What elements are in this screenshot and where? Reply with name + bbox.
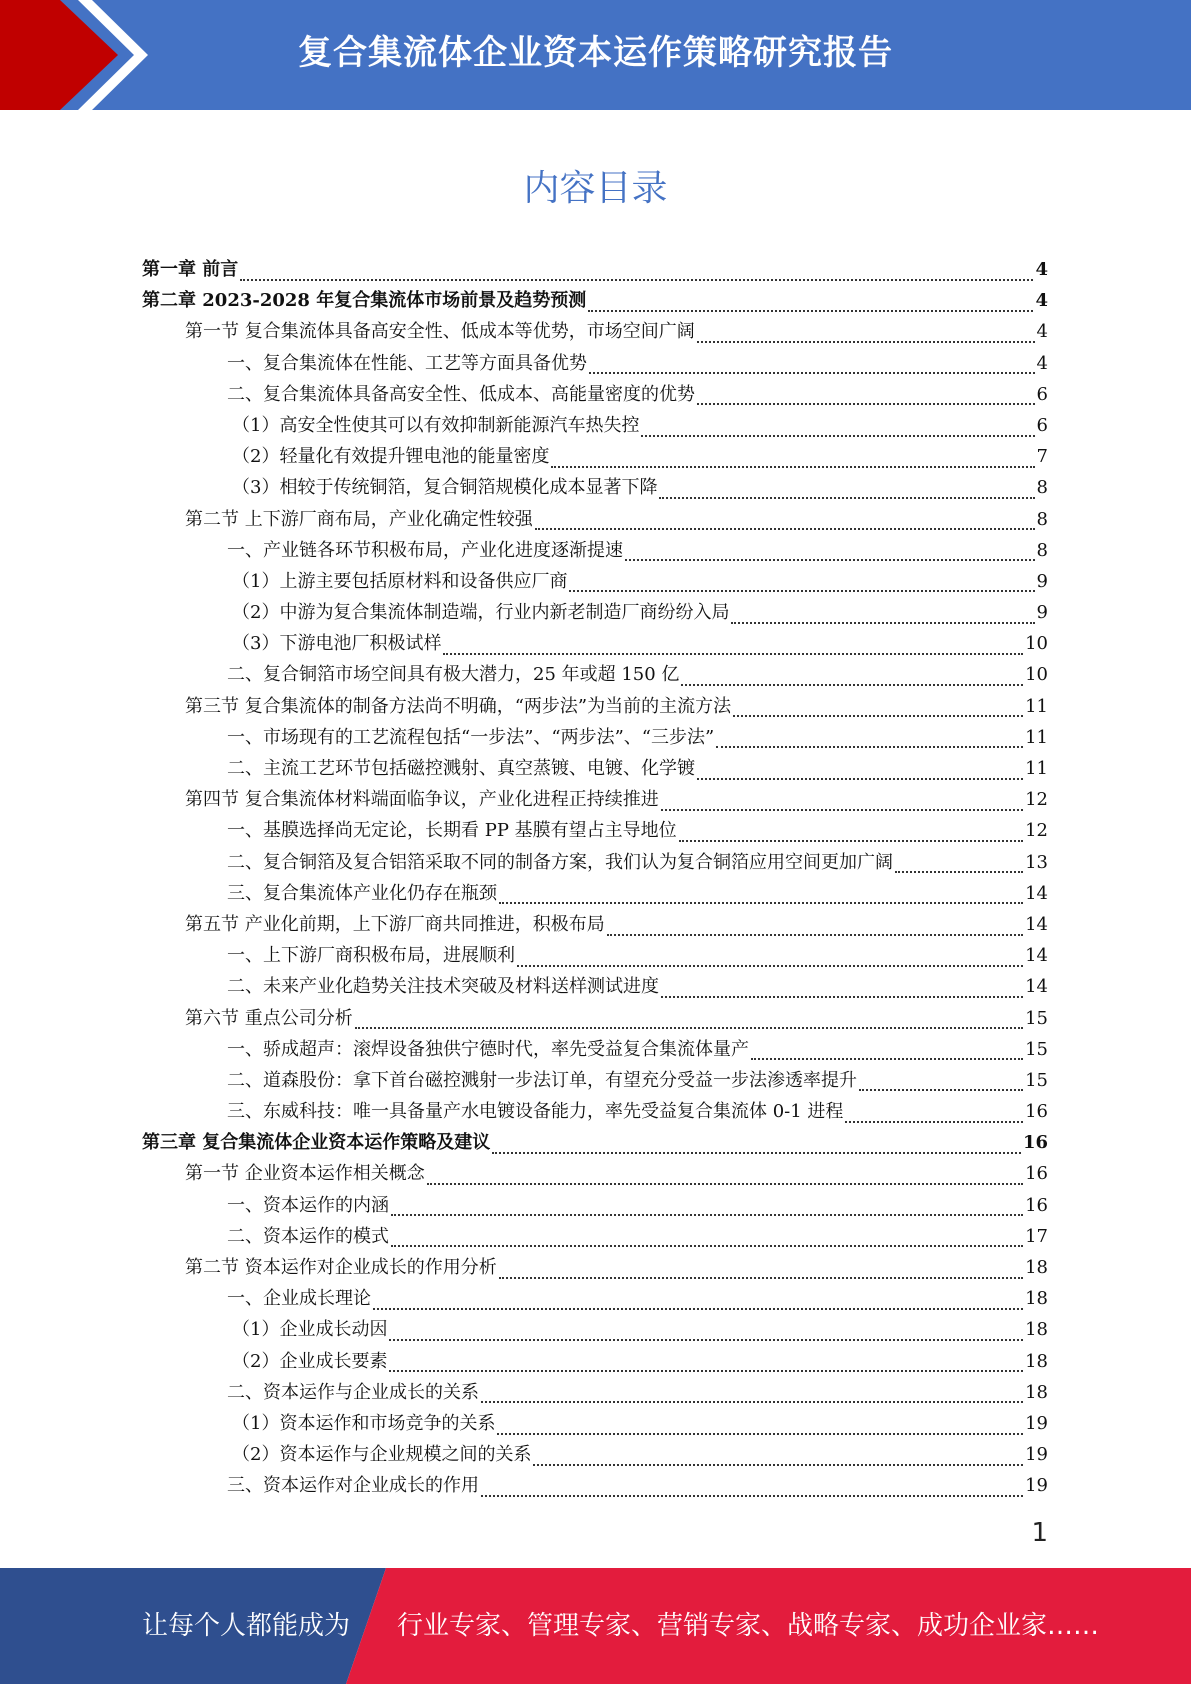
toc-dot-leader (679, 826, 1023, 842)
toc-entry-title: 第三节 复合集流体的制备方法尚不明确，“两步法”为当前的主流方法 (185, 695, 732, 717)
toc-entry-page: 12 (1025, 789, 1048, 811)
toc-entry-page: 16 (1025, 1194, 1048, 1216)
toc-entry-page: 14 (1025, 882, 1048, 904)
toc-dot-leader (895, 857, 1023, 873)
toc-entry-title: 第三章 复合集流体企业资本运作策略及建议 (142, 1132, 491, 1154)
toc-dot-leader (551, 452, 1034, 468)
toc-entry[interactable] (142, 1408, 1048, 1439)
toc-entry-page: 16 (1022, 1132, 1048, 1154)
toc-entry-page: 16 (1025, 1163, 1048, 1185)
document-title: 复合集流体企业资本运作策略研究报告 (298, 33, 893, 73)
toc-heading: 内容目录 (523, 168, 668, 209)
toc-dot-leader (499, 1263, 1023, 1279)
toc-dot-leader (681, 670, 1023, 686)
toc-entry[interactable] (142, 348, 1048, 379)
toc-entry[interactable] (142, 379, 1048, 410)
toc-entry-title: （2）企业成长要素 (232, 1350, 388, 1372)
toc-entry-title: 一、基膜选择尚无定论，长期看 PP 基膜有望占主导地位 (227, 820, 677, 842)
toc-dot-leader (427, 1169, 1023, 1185)
toc-entry[interactable] (142, 659, 1048, 690)
toc-entry-page: 9 (1036, 602, 1048, 624)
toc-entry[interactable] (142, 753, 1048, 784)
toc-entry-page: 11 (1025, 758, 1048, 779)
toc-entry[interactable] (142, 1034, 1048, 1065)
toc-entry-title: （3）相较于传统铜箔，复合铜箔规模化成本显著下降 (232, 477, 658, 499)
toc-entry-title: （1）高安全性使其可以有效抑制新能源汽车热失控 (232, 414, 640, 436)
toc-entry-title: 二、主流工艺环节包括磁控溅射、真空蒸镀、电镀、化学镀 (227, 758, 695, 779)
toc-entry[interactable] (142, 316, 1048, 347)
toc-dot-leader (659, 483, 1034, 499)
toc-dot-leader (733, 701, 1023, 717)
toc-entry[interactable] (142, 597, 1048, 628)
toc-entry-page: 15 (1025, 1069, 1048, 1091)
toc-entry-page: 9 (1036, 570, 1048, 592)
toc-entry[interactable] (142, 504, 1048, 535)
toc-dot-leader (625, 545, 1035, 561)
toc-entry-page: 16 (1025, 1101, 1048, 1123)
toc-entry[interactable] (142, 1377, 1048, 1408)
toc-entry[interactable] (142, 628, 1048, 659)
toc-entry-page: 8 (1036, 477, 1048, 499)
toc-entry[interactable] (142, 722, 1048, 753)
toc-entry[interactable] (142, 535, 1048, 566)
toc-entry-page: 6 (1036, 383, 1048, 405)
table-of-contents (142, 254, 1048, 1502)
toc-entry-title: 第一章 前言 (142, 259, 239, 280)
toc-entry-page: 18 (1025, 1288, 1048, 1310)
toc-entry-title: 一、上下游厂商积极布局，进展顺利 (227, 945, 515, 967)
toc-entry-title: 一、复合集流体在性能、工艺等方面具备优势 (227, 352, 587, 374)
toc-dot-leader (373, 1294, 1023, 1310)
toc-dot-leader (355, 1013, 1023, 1029)
toc-dot-leader (731, 608, 1034, 624)
toc-entry-title: 一、骄成超声：滚焊设备独供宁德时代，率先受益复合集流体量产 (227, 1038, 749, 1060)
toc-entry-page: 6 (1036, 414, 1048, 436)
toc-entry-title: 第一节 企业资本运作相关概念 (185, 1163, 425, 1185)
toc-entry[interactable] (142, 410, 1048, 441)
toc-entry-title: （3）下游电池厂积极试样 (232, 633, 442, 655)
toc-entry-title: 第一节 复合集流体具备高安全性、低成本等优势，市场空间广阔 (185, 321, 695, 343)
toc-entry-title: （1）资本运作和市场竞争的关系 (232, 1412, 496, 1434)
toc-dot-leader (588, 296, 1033, 312)
toc-entry-title: 二、道森股份：拿下首台磁控溅射一步法订单，有望充分受益一步法渗透率提升 (227, 1069, 857, 1091)
footer-slogan: 让每个人都能成为 (142, 1611, 351, 1641)
toc-entry-title: 一、企业成长理论 (227, 1288, 371, 1310)
toc-entry-page: 17 (1025, 1225, 1048, 1247)
toc-entry-page: 14 (1025, 913, 1048, 935)
toc-entry-page: 19 (1025, 1475, 1048, 1497)
toc-entry-page: 4 (1035, 259, 1048, 280)
toc-dot-leader (697, 327, 1035, 343)
toc-dot-leader (661, 982, 1023, 998)
toc-dot-leader (391, 1231, 1023, 1247)
toc-entry-title: 第五节 产业化前期，上下游厂商共同推进，积极布局 (185, 913, 605, 935)
toc-entry-page: 18 (1025, 1381, 1048, 1403)
toc-entry-title: 第六节 重点公司分析 (185, 1007, 353, 1029)
toc-entry[interactable] (142, 1065, 1048, 1096)
toc-dot-leader (481, 1387, 1023, 1403)
toc-entry-page: 19 (1025, 1444, 1048, 1466)
toc-entry-page: 4 (1036, 352, 1048, 374)
toc-entry[interactable] (142, 1439, 1048, 1470)
toc-entry-title: 二、资本运作的模式 (227, 1225, 389, 1247)
toc-dot-leader (607, 920, 1023, 936)
toc-entry-title: 一、资本运作的内涵 (227, 1194, 389, 1216)
toc-dot-leader (492, 1138, 1021, 1154)
toc-dot-leader (589, 358, 1035, 374)
toc-entry[interactable] (142, 878, 1048, 909)
toc-entry-page: 10 (1025, 633, 1048, 655)
toc-dot-leader (240, 265, 1033, 281)
toc-entry-page: 10 (1025, 664, 1048, 686)
toc-entry[interactable] (142, 1346, 1048, 1377)
toc-entry-page: 14 (1025, 976, 1048, 998)
toc-dot-leader (697, 389, 1035, 405)
toc-entry-title: 二、资本运作与企业成长的关系 (227, 1381, 479, 1403)
toc-entry[interactable] (142, 1190, 1048, 1221)
toc-entry-page: 13 (1025, 851, 1048, 873)
toc-entry[interactable] (142, 1096, 1048, 1127)
toc-entry-title: 二、复合铜箔市场空间具有极大潜力，25 年或超 150 亿 (227, 664, 680, 686)
toc-entry[interactable] (142, 566, 1048, 597)
toc-entry-title: （2）资本运作与企业规模之间的关系 (232, 1444, 532, 1466)
toc-dot-leader (481, 1481, 1023, 1497)
toc-entry[interactable] (142, 1314, 1048, 1345)
toc-dot-leader (535, 514, 1035, 530)
toc-entry-page: 8 (1036, 539, 1048, 561)
footer-expert-list: 行业专家、管理专家、营销专家、战略专家、成功企业家…… (397, 1611, 1100, 1641)
page-number: 1 (1031, 1518, 1048, 1548)
toc-entry[interactable] (142, 815, 1048, 846)
toc-dot-leader (389, 1325, 1023, 1341)
toc-entry-title: 第二节 资本运作对企业成长的作用分析 (185, 1257, 497, 1278)
toc-entry[interactable] (142, 847, 1048, 878)
toc-entry[interactable] (142, 472, 1048, 503)
toc-dot-leader (716, 732, 1023, 748)
toc-dot-leader (389, 1356, 1023, 1372)
toc-entry[interactable] (142, 1158, 1048, 1189)
toc-entry-page: 18 (1025, 1319, 1048, 1341)
toc-entry-title: 三、复合集流体产业化仍存在瓶颈 (227, 882, 497, 904)
toc-entry-title: 二、复合铜箔及复合铝箔采取不同的制备方案，我们认为复合铜箔应用空间更加广阔 (227, 851, 893, 873)
toc-dot-leader (499, 888, 1023, 904)
toc-dot-leader (697, 764, 1023, 780)
toc-dot-leader (497, 1419, 1023, 1435)
toc-entry-title: 第二章 2023-2028 年复合集流体市场前景及趋势预测 (142, 290, 587, 312)
toc-entry-page: 19 (1025, 1412, 1048, 1434)
toc-entry-page: 11 (1025, 726, 1048, 748)
toc-entry-title: （2）轻量化有效提升锂电池的能量密度 (232, 446, 550, 468)
toc-dot-leader (533, 1450, 1023, 1466)
toc-entry-page: 11 (1025, 695, 1048, 717)
toc-entry[interactable] (142, 1252, 1048, 1283)
toc-entry-page: 7 (1036, 446, 1048, 468)
toc-entry[interactable] (142, 1283, 1048, 1314)
toc-entry[interactable] (142, 285, 1048, 316)
toc-entry[interactable] (142, 1127, 1048, 1158)
toc-entry-page: 4 (1036, 321, 1048, 343)
toc-entry-page: 4 (1035, 290, 1048, 312)
toc-entry-title: （1）上游主要包括原材料和设备供应厂商 (232, 570, 568, 592)
toc-entry-page: 8 (1036, 508, 1048, 530)
toc-dot-leader (641, 421, 1034, 437)
toc-dot-leader (751, 1044, 1023, 1060)
toc-dot-leader (859, 1075, 1023, 1091)
toc-dot-leader (517, 951, 1023, 967)
toc-dot-leader (569, 576, 1034, 592)
toc-entry[interactable] (142, 784, 1048, 815)
toc-dot-leader (661, 795, 1023, 811)
toc-dot-leader (443, 639, 1023, 655)
toc-dot-leader (391, 1200, 1023, 1216)
toc-entry-title: 三、资本运作对企业成长的作用 (227, 1475, 479, 1497)
toc-dot-leader (845, 1107, 1023, 1123)
toc-entry-title: 一、市场现有的工艺流程包括“一步法”、“两步法”、“三步法” (227, 726, 715, 748)
toc-entry-page: 18 (1025, 1350, 1048, 1372)
toc-entry[interactable] (142, 940, 1048, 971)
toc-entry[interactable] (142, 1221, 1048, 1252)
toc-entry-title: （2）中游为复合集流体制造端，行业内新老制造厂商纷纷入局 (232, 602, 730, 624)
toc-entry-title: 二、复合集流体具备高安全性、低成本、高能量密度的优势 (227, 383, 695, 405)
page-header (0, 0, 1191, 110)
toc-entry-page: 14 (1025, 945, 1048, 967)
toc-entry[interactable] (142, 441, 1048, 472)
toc-entry-page: 12 (1025, 820, 1048, 842)
toc-entry-title: （1）企业成长动因 (232, 1319, 388, 1341)
toc-entry-title: 二、未来产业化趋势关注技术突破及材料送样测试进度 (227, 976, 659, 998)
toc-entry-page: 18 (1025, 1257, 1048, 1278)
toc-entry[interactable] (142, 691, 1048, 722)
toc-entry-title: 第四节 复合集流体材料端面临争议，产业化进程正持续推进 (185, 789, 659, 811)
toc-entry-title: 一、产业链各环节积极布局，产业化进度逐渐提速 (227, 539, 623, 561)
toc-entry-page: 15 (1025, 1007, 1048, 1029)
toc-entry[interactable] (142, 1470, 1048, 1501)
toc-entry[interactable] (142, 1003, 1048, 1034)
toc-entry-page: 15 (1025, 1038, 1048, 1060)
toc-entry[interactable] (142, 254, 1048, 285)
toc-entry[interactable] (142, 971, 1048, 1002)
toc-entry[interactable] (142, 909, 1048, 940)
toc-entry-title: 三、东威科技：唯一具备量产水电镀设备能力，率先受益复合集流体 0-1 进程 (227, 1101, 844, 1123)
page-footer (0, 1568, 1191, 1684)
toc-entry-title: 第二节 上下游厂商布局，产业化确定性较强 (185, 508, 533, 530)
